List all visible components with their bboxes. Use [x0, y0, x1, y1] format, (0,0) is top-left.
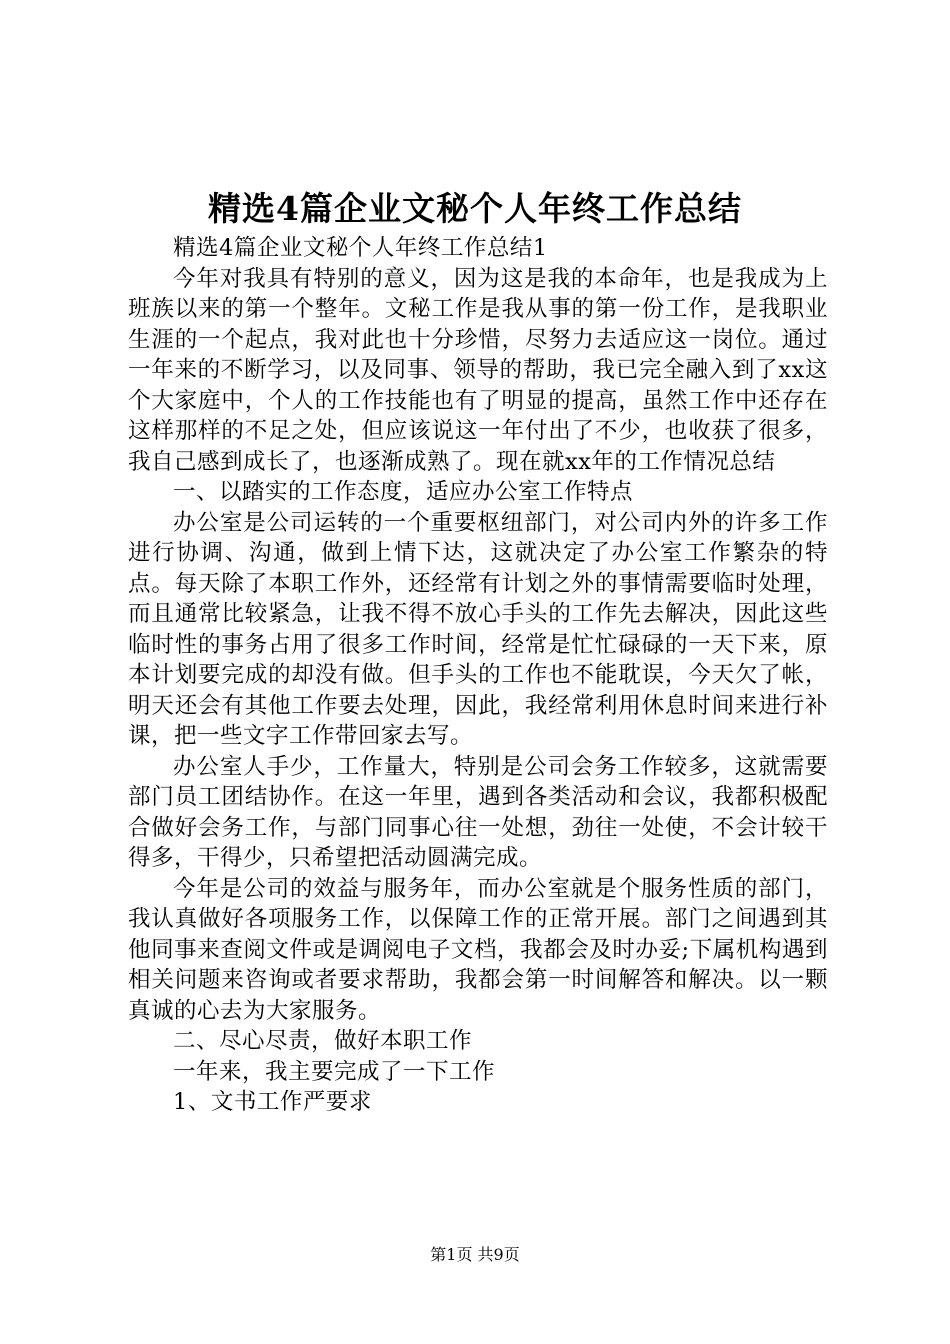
paragraph: 办公室人手少，工作量大，特别是公司会务工作较多，这就需要部门员工团结协作。在这一年里，遇到各类活动和会议，我都积极配合做好会务工作，与部门同事心往一处想，劲往一处使，不会计较干得多，干得少，只希望把活动圆满完成。 [128, 753, 828, 871]
page-footer: 第1页 共9页 [430, 1245, 520, 1264]
document-title: 精选4篇企业文秘个人年终工作总结 [208, 189, 742, 228]
paragraph-subtitle: 精选4篇企业文秘个人年终工作总结1 [173, 235, 548, 261]
paragraph: 办公室是公司运转的一个重要枢纽部门，对公司内外的许多工作进行协调、沟通，做到上情下达，这就决定了办公室工作繁杂的特点。每天除了本职工作外，还经常有计划之外的事情需要临时处理，而且通常比较紧急，让我不得不放心手头的工作先去解决，因此这些临时性的事务占用了很多工作时间，经常是忙忙碌碌的一天下来，原本计划要完成的却没有做。但手头的工作也不能耽误，今天欠了帐，明天还会有其他工作要去处理，因此，我经常利用休息时间来进行补课，把一些文字工作带回家去写。 [128, 509, 828, 749]
section-heading: 二、尽心尽责，做好本职工作 [173, 1028, 473, 1054]
paragraph: 今年是公司的效益与服务年，而办公室就是个服务性质的部门，我认真做好各项服务工作，以保障工作的正常开展。部门之间遇到其他同事来查阅文件或是调阅电子文档，我都会及时办妥;下属机构遇到相关问题来咨询或者要求帮助，我都会第一时间解答和解决。以一颗真诚的心去为大家服务。 [128, 875, 828, 1024]
paragraph: 今年对我具有特别的意义，因为这是我的本命年，也是我成为上班族以来的第一个整年。文秘工作是我从事的第一份工作，是我职业生涯的一个起点，我对此也十分珍惜，尽努力去适应这一岗位。通过一年来的不断学习，以及同事、领导的帮助，我已完全融入到了xx这个大家庭中，个人的工作技能也有了明显的提高，虽然工作中还存在这样那样的不足之处，但应该说这一年付出了不少，也收获了很多，我自己感到成长了，也逐渐成熟了。现在就xx年的工作情况总结 [128, 265, 828, 475]
subsection-heading: 1、文书工作严要求 [173, 1089, 372, 1115]
section-heading: 一、以踏实的工作态度，适应办公室工作特点 [173, 479, 634, 505]
paragraph: 一年来，我主要完成了一下工作 [173, 1058, 496, 1085]
document-body [128, 233, 828, 1118]
